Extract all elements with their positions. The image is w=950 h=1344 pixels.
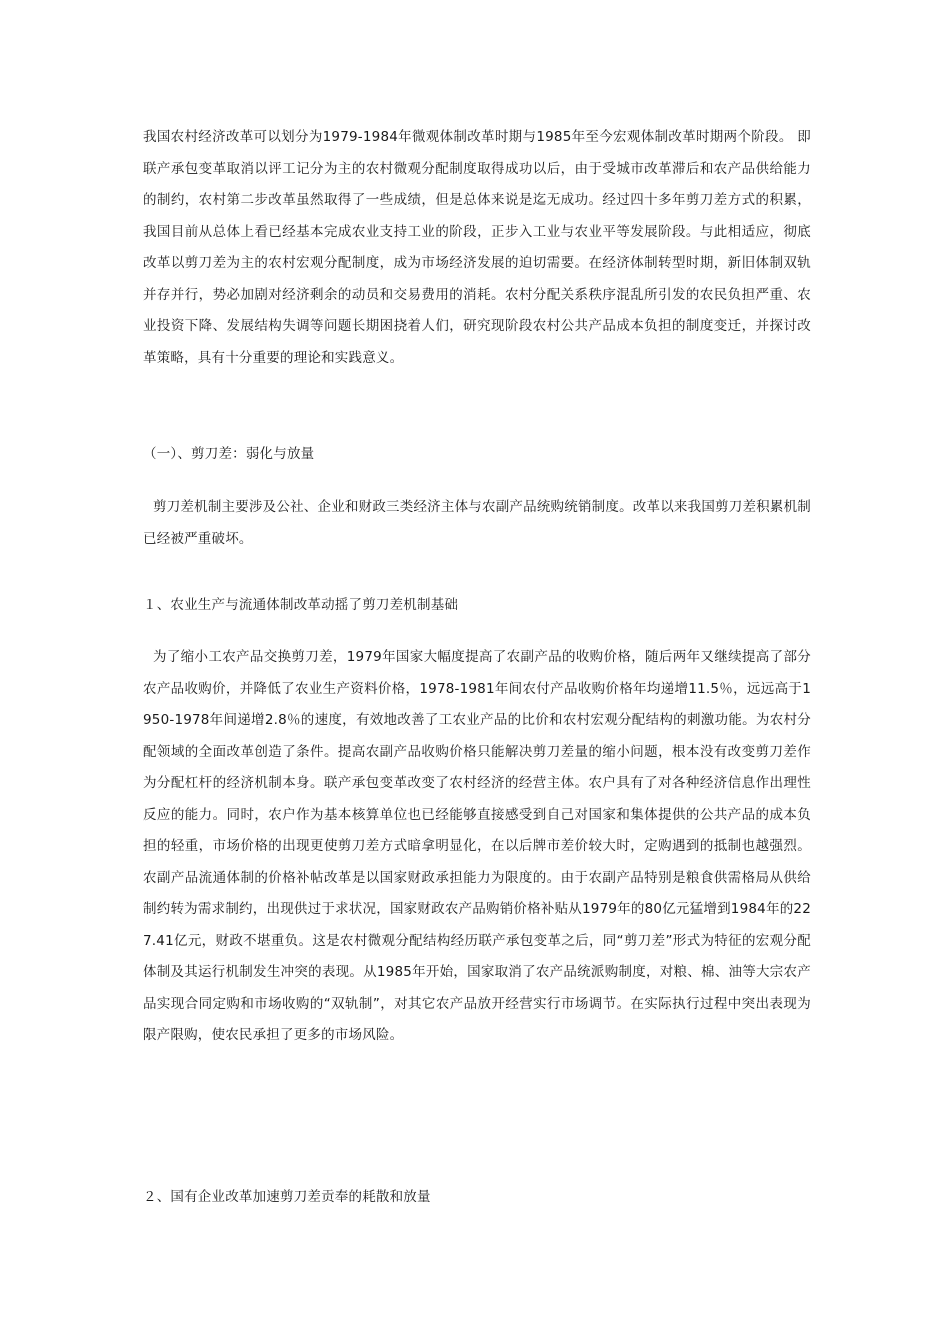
reform-paragraph: 为了缩小工农产品交换剪刀差，1979年国家大幅度提高了农副产品的收购价格，随后两年又继续提高了部分农产品收购价，并降低了农业生产资料价格，1978-1981年间农付产品收购价格年均递增11.5％，远远高于1950-1978年间递增2.8％的速度，有效地改善了工农业产品的比价和农村宏观分配结构的刺激功能。为农村分配领域的全面改革创造了条件。提高农副产品收购价格只能解决剪刀差量的缩小问题，根本没有改变剪刀差作为分配杠杆的经济机制本身。联产承包变革改变了农村经济的经营主体。农户具有了对各种经济信息作出理性反应的能力。同时，农户作为基本核算单位也已经能够直接感受到自己对国家和集体提供的公共产品的成本负担的轻重，市场价格的出现更使剪刀差方式暗拿明显化，在以后牌市差价较大时，定购遇到的抵制也越强烈。农副产品流通体制的价格补帖改革是以国家财政承担能力为限度的。由于农副产品特别是粮食供需格局从供给制约转为需求制约，出现供过于求状况，国家财政农产品购销价格补贴从1979年的80亿元猛增到1984年的227.41亿元，财政不堪重负。这是农村微观分配结构经历联产承包变革之后，同“剪刀差”形式为特征的宏观分配体制及其运行机制发生冲突的表现。从1985年开始，国家取消了农产品统派购制度，对粮、棉、油等大宗农产品实现合同定购和市场收购的“双轨制”，对其它农产品放开经营实行市场调节。在实际执行过程中突出表现为限产限购，使农民承担了更多的市场风险。 [143, 649, 811, 1043]
section-heading-1: （一）、剪刀差：弱化与放量 [143, 446, 315, 462]
subsection-heading-2: ２、国有企业改革加速剪刀差贡奉的耗散和放量 [143, 1189, 431, 1205]
scissors-mechanism-paragraph: 剪刀差机制主要涉及公社、企业和财政三类经济主体与农副产品统购统销制度。改革以来我国剪刀差积累机制已经被严重破坏。 [143, 499, 811, 547]
subsection-heading-1: １、农业生产与流通体制改革动摇了剪刀差机制基础 [143, 597, 459, 613]
intro-paragraph: 我国农村经济改革可以划分为1979-1984年微观体制改革时期与1985年至今宏观体制改革时期两个阶段。 即联产承包变革取消以评工记分为主的农村微观分配制度取得成功以后，由于受城市改革滞后和农产品供给能力的制约，农村第二步改革虽然取得了一些成绩，但是总体来说是迄无成功。经过四十多年剪刀差方式的积累，我国目前从总体上看已经基本完成农业支持工业的阶段，正步入工业与农业平等发展阶段。与此相适应，彻底改革以剪刀差为主的农村宏观分配制度，成为市场经济发展的迫切需要。在经济体制转型时期，新旧体制双轨并存并行，势必加剧对经济剩余的动员和交易费用的消耗。农村分配关系秩序混乱所引发的农民负担严重、农业投资下降、发展结构失调等问题长期困挠着人们，研究现阶段农村公共产品成本负担的制度变迁，并探讨改革策略，具有十分重要的理论和实践意义。 [143, 129, 811, 366]
